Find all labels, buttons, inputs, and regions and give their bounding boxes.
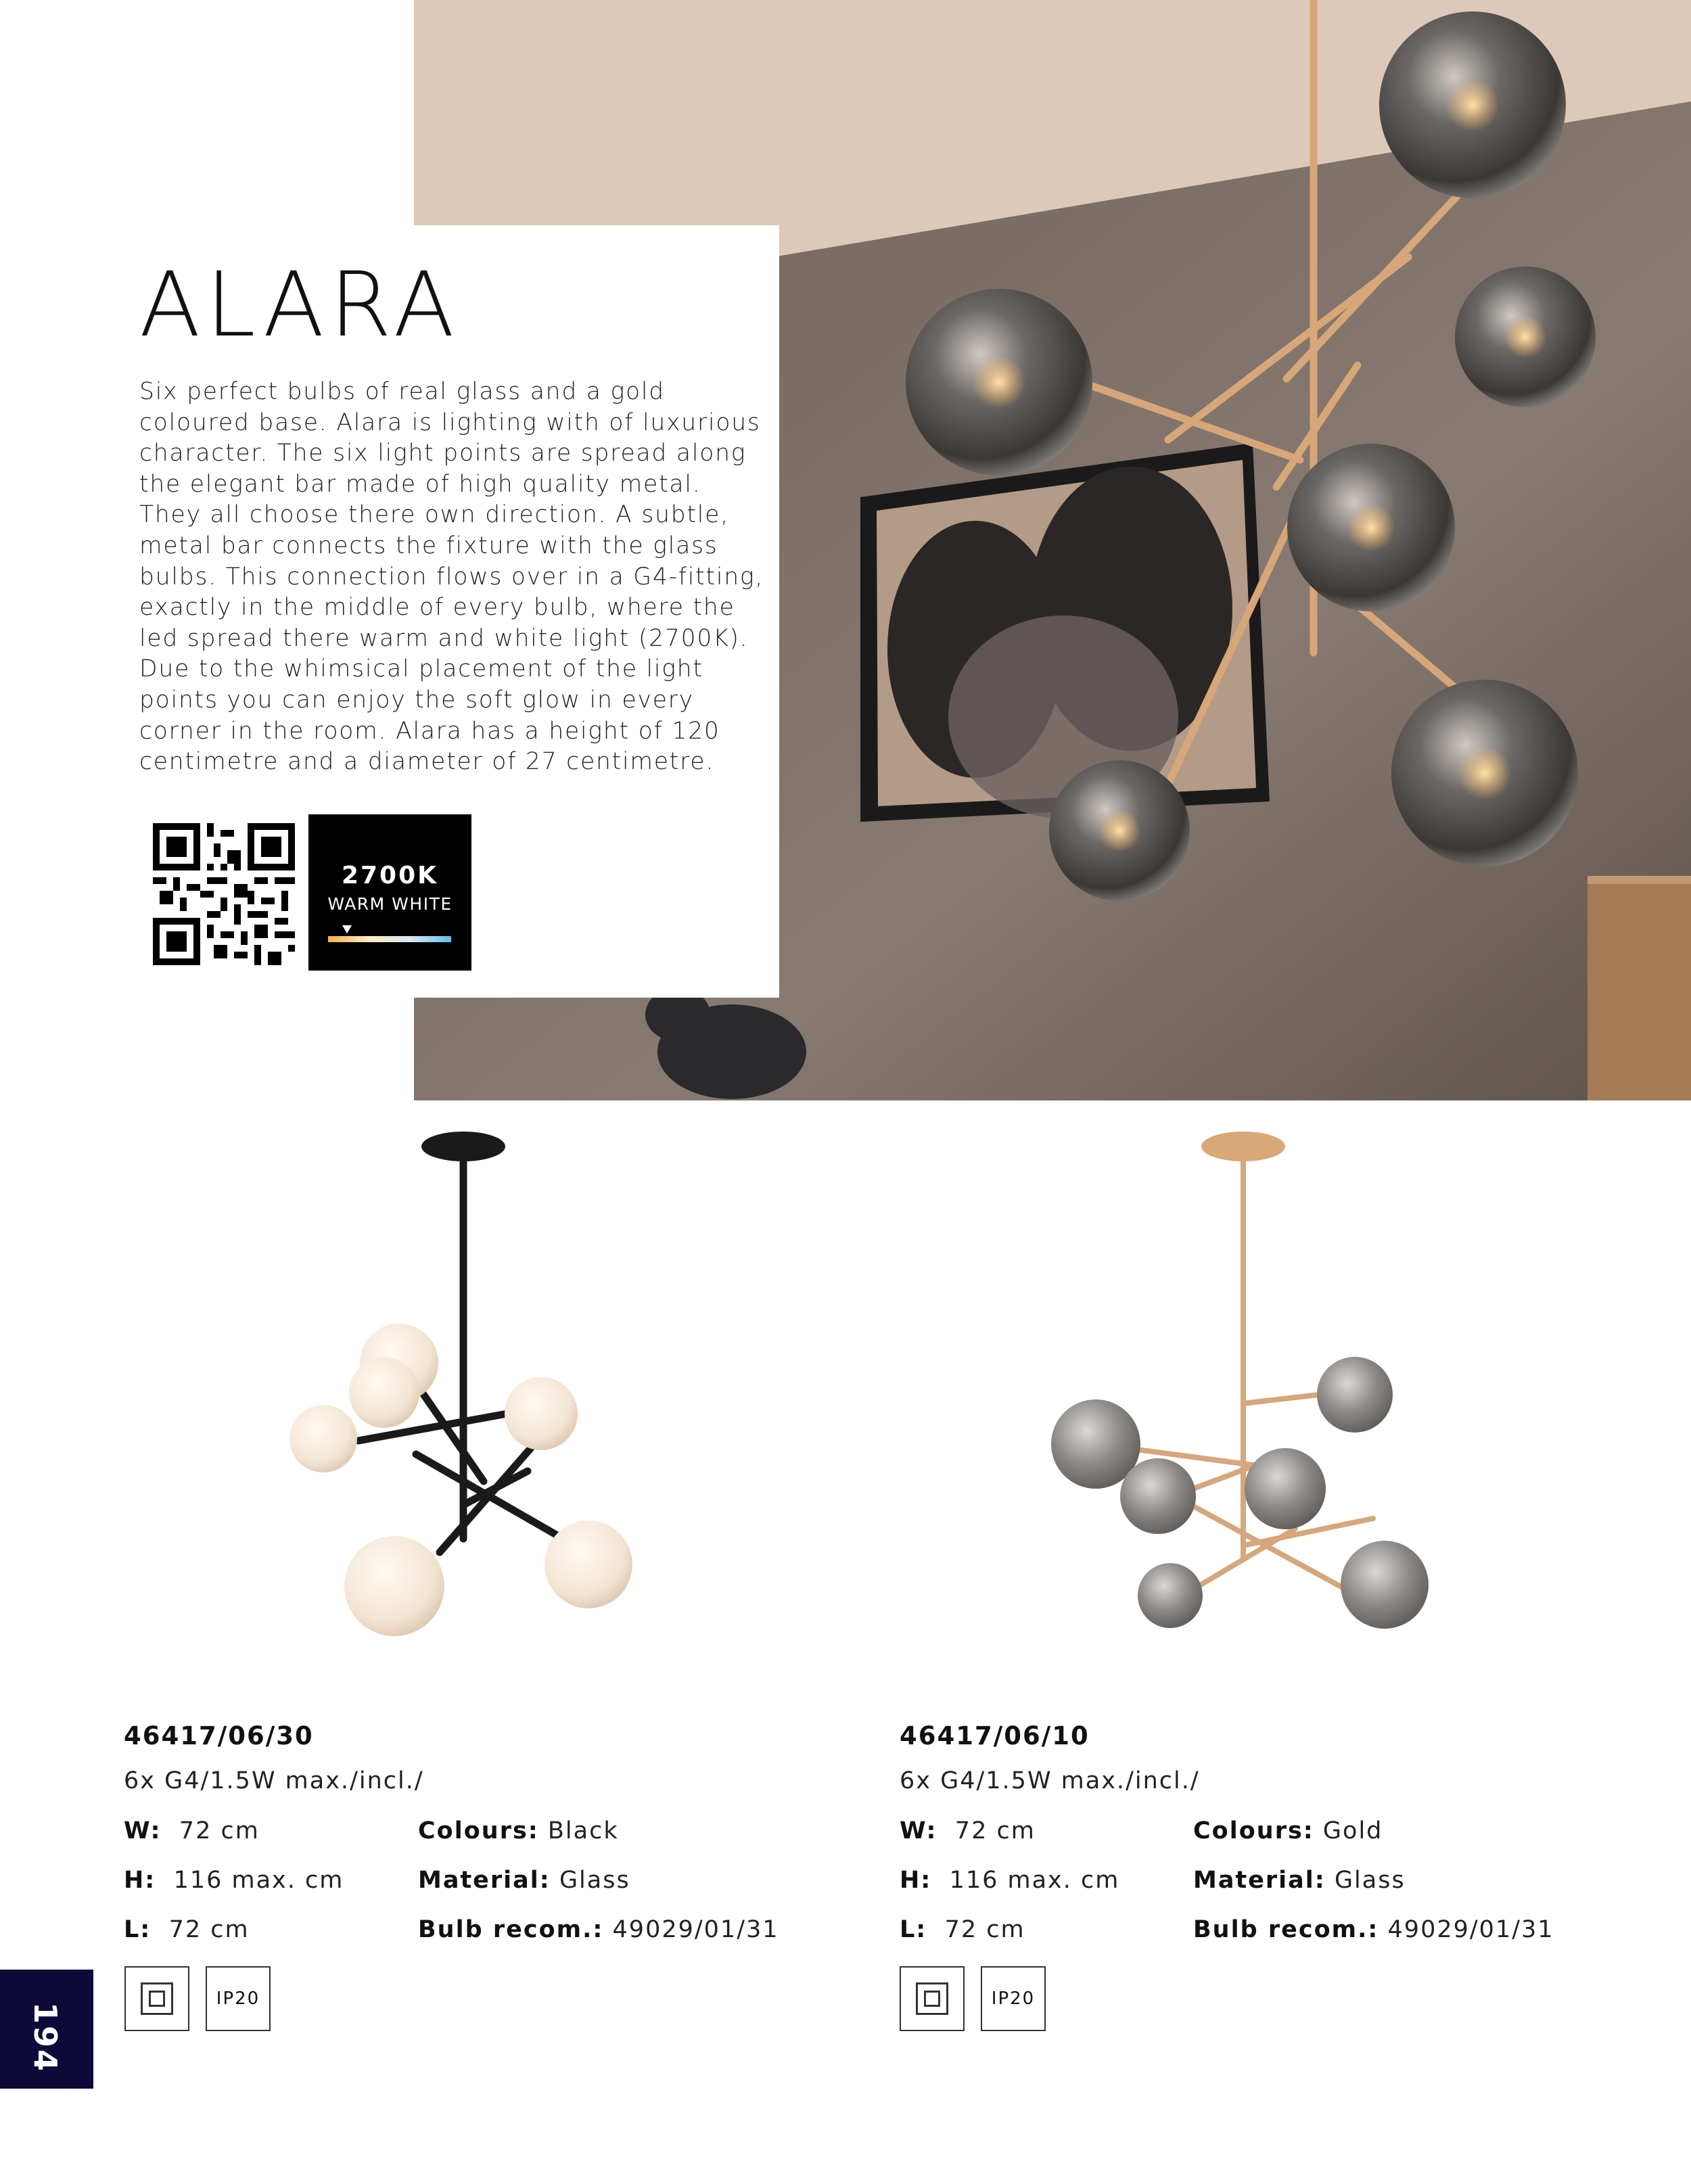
spec-label: L: (124, 1916, 152, 1943)
description-line: led spread there warm and white light (2700K). (139, 624, 749, 652)
kelvin-value: 2700K (341, 862, 439, 889)
description-line: the elegant bar made of high quality metal. (139, 470, 701, 498)
double-insulation-inner (924, 1991, 940, 2007)
spec-value: 72 cm (954, 1817, 1036, 1844)
description-line: centimetre and a diameter of 27 centimetre. (139, 748, 715, 776)
product-image-gold (1028, 1113, 1447, 1654)
spec-label: H: (124, 1867, 156, 1894)
spec-bulb (418, 1916, 779, 1943)
spec-value: 116 max. cm (949, 1867, 1120, 1894)
spec-label: H: (900, 1867, 932, 1894)
spec-label: Material: (418, 1867, 551, 1894)
description-line: character. The six light points are spread along (139, 440, 747, 467)
color-temperature-badge (308, 814, 471, 971)
spec-material (1193, 1867, 1406, 1894)
spec-height (900, 1867, 1119, 1894)
spec-value: 49029/01/31 (612, 1916, 779, 1943)
spec-colours (418, 1817, 619, 1844)
spec-value: 49029/01/31 (1387, 1916, 1554, 1943)
spec-label: Bulb recom.: (418, 1916, 604, 1943)
double-insulation-outer (916, 1982, 948, 2015)
spec-label: Colours: (1193, 1817, 1314, 1844)
spec-width (900, 1817, 1036, 1844)
ip-rating-badge: IP20 (206, 1966, 271, 2031)
description-line: metal bar connects the fixture with the glass (139, 532, 718, 559)
description-line: coloured base. Alara is lighting with of luxurious (139, 409, 761, 436)
double-insulation-outer (141, 1982, 173, 2015)
spec-material (418, 1867, 630, 1894)
description-line: points you can enjoy the soft glow in every (139, 686, 694, 714)
spec-value: Glass (559, 1867, 630, 1894)
description-line: corner in the room. Alara has a height of 120 (139, 717, 720, 745)
product-description (139, 377, 768, 778)
spec-value: 72 cm (179, 1817, 260, 1844)
description-line: They all choose there own direction. A subtle, (139, 501, 729, 529)
temperature-scale (328, 936, 451, 942)
spec-height (124, 1867, 344, 1894)
kelvin-label: WARM WHITE (327, 894, 453, 914)
spec-label: L: (900, 1916, 927, 1943)
spec-value: 116 max. cm (173, 1867, 344, 1894)
variant-bulbs: 6x G4/1.5W max./incl./ (124, 1767, 424, 1794)
double-insulation-icon (900, 1966, 965, 2031)
spec-length (900, 1916, 1025, 1943)
spec-label: Material: (1193, 1867, 1326, 1894)
description-line: Six perfect bulbs of real glass and a gold (139, 378, 665, 405)
spec-label: Colours: (418, 1817, 539, 1844)
spec-label: W: (900, 1817, 937, 1844)
spec-value: 72 cm (944, 1916, 1025, 1943)
double-insulation-inner (149, 1991, 165, 2007)
description-line: bulbs. This connection flows over in a G4-fitting, (139, 563, 764, 590)
spec-label: W: (124, 1817, 162, 1844)
ip-rating-badge: IP20 (981, 1966, 1046, 2031)
spec-width (124, 1817, 260, 1844)
page-number: 194 (27, 2002, 64, 2074)
variant-bulbs: 6x G4/1.5W max./incl./ (900, 1767, 1200, 1794)
spec-value: 72 cm (168, 1916, 250, 1943)
product-title: ALARA (139, 253, 460, 357)
spec-value: Gold (1322, 1817, 1383, 1844)
spec-colours (1193, 1817, 1383, 1844)
variant-code: 46417/06/30 (124, 1721, 314, 1750)
spec-value: Glass (1334, 1867, 1406, 1894)
spec-label: Bulb recom.: (1193, 1916, 1379, 1943)
double-insulation-icon (124, 1966, 189, 2031)
spec-bulb (1193, 1916, 1554, 1943)
qr-code[interactable] (153, 823, 295, 965)
description-line: exactly in the middle of every bulb, where the (139, 594, 735, 622)
variant-code: 46417/06/10 (900, 1721, 1090, 1750)
temperature-marker-icon (342, 925, 352, 933)
spec-length (124, 1916, 250, 1943)
product-image-black (257, 1113, 663, 1654)
spec-value: Black (547, 1817, 619, 1844)
description-line: Due to the whimsical placement of the light (139, 655, 703, 683)
